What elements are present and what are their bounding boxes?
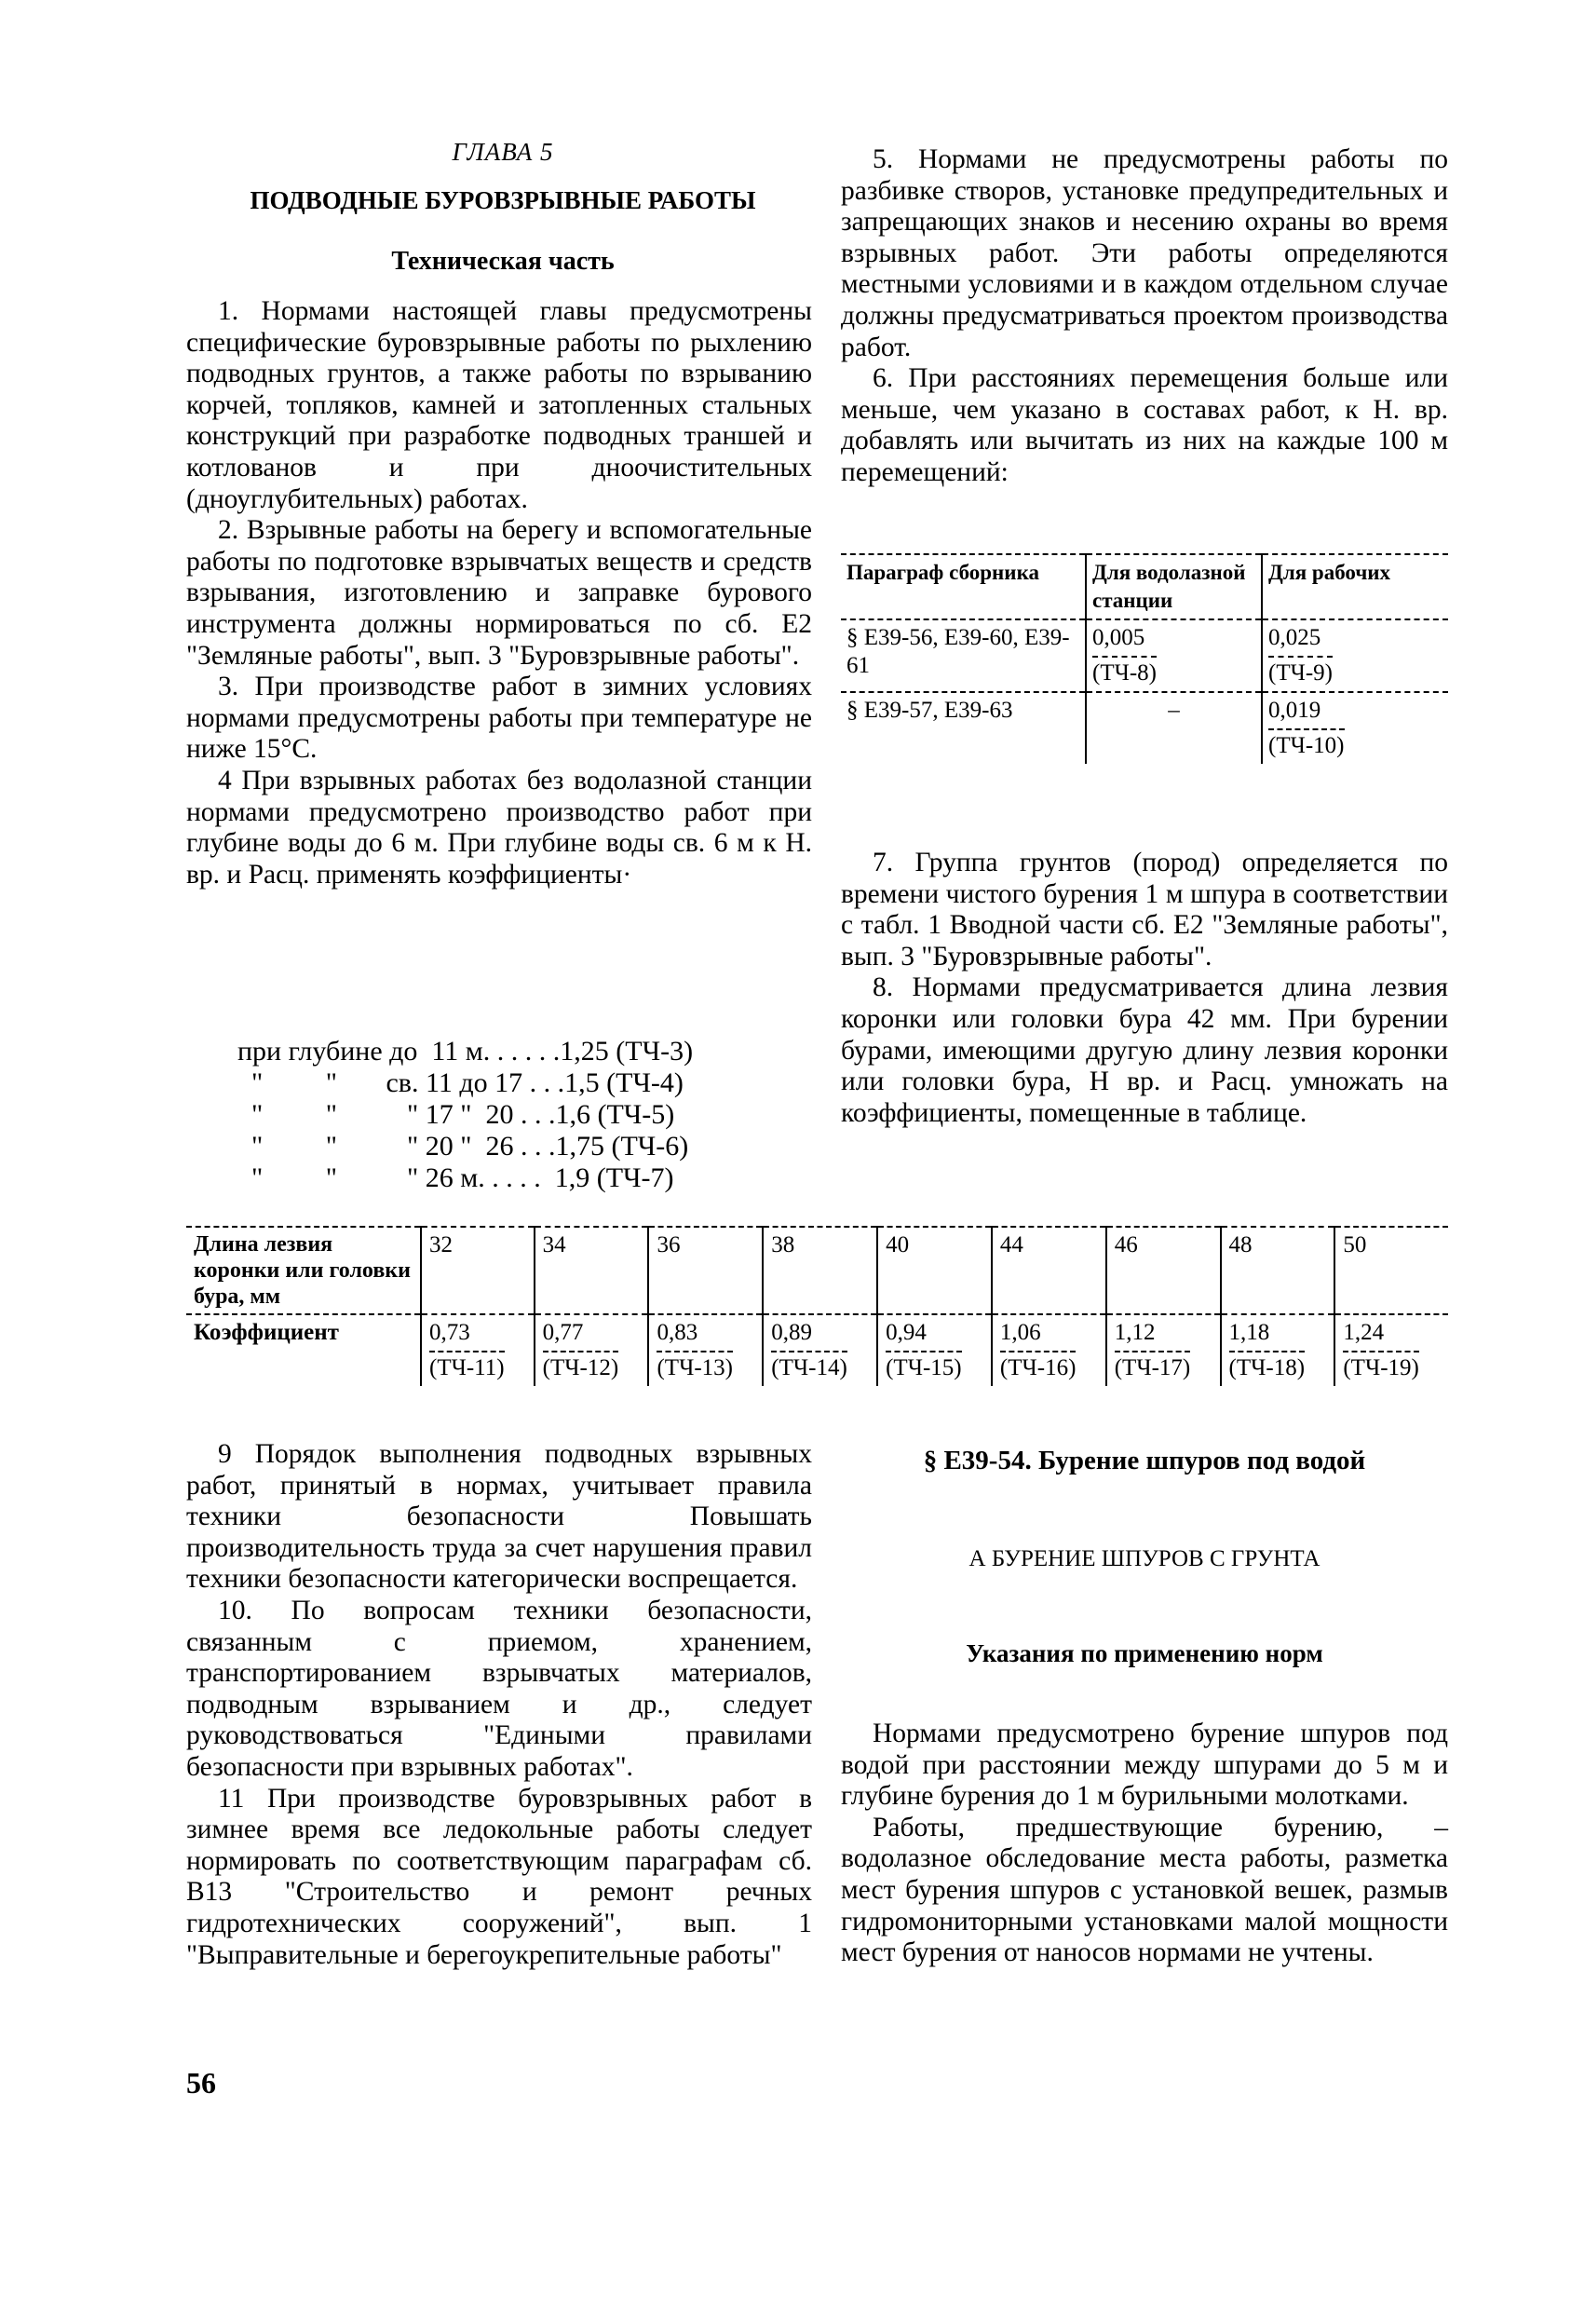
instructions-heading: Указания по применению норм (966, 1639, 1323, 1667)
table1-ref: (ТЧ-8) (1092, 656, 1157, 687)
table2-length-cell: 32 (421, 1227, 535, 1314)
table2-ref: (ТЧ-18) (1229, 1351, 1306, 1382)
left-column-lower (186, 1439, 812, 1971)
paragraph-5: 5. Нормами не предусмотрены работы по разбивке створов, установке предупредительных и запрещающих знаков и несению охраны во время взрывных работ. Эти работы определяются местными условиями и в каждом отдельном случае должны предусматриваться проектом производства работ. (841, 144, 1448, 362)
table2-length-cell: 40 (877, 1227, 992, 1314)
table2-ref: (ТЧ-14) (771, 1351, 847, 1382)
paragraph-norms: Нормами предусмотрено бурение шпуров под водой при расстоянии между шпурами до 5 м и глубине бурения до 1 м бурильными молотками. (841, 1719, 1448, 1812)
table2-length-cell: 38 (763, 1227, 877, 1314)
table1-cell (1086, 619, 1262, 692)
left-column-upper (186, 296, 812, 890)
table2-coef-value: 0,89 (771, 1320, 813, 1345)
table2-coef-cell (1334, 1314, 1448, 1386)
table2-coef-value: 0,73 (429, 1320, 470, 1345)
relocation-table (841, 553, 1448, 764)
table1-cell: § Е39-57, Е39-63 (846, 698, 1013, 723)
table2-coef-value: 0,83 (657, 1320, 698, 1345)
paragraph-6: 6. При расстояниях перемещения больше или меньше, чем указано в составах работ, к Н. вр. добавлять или вычитать из них на каждые 100 м перемещений: (841, 363, 1448, 487)
page-number: 56 (186, 2066, 216, 2100)
paragraph-3: 3. При производстве работ в зимних условиях нормами предусмотрены работы при температуре не ниже 15°С. (186, 672, 812, 765)
table2-coef-cell (648, 1314, 763, 1386)
table1-cell: § Е39-56, Е39-60, Е39-61 (846, 625, 1070, 678)
coef-line: " " св. 11 до 17 . . .1,5 (ТЧ-4) (237, 1067, 684, 1098)
table2-ref: (ТЧ-15) (886, 1351, 962, 1382)
table2-length-cell: 48 (1221, 1227, 1335, 1314)
table1-ref: (ТЧ-10) (1268, 728, 1345, 760)
table2-coef-cell (535, 1314, 649, 1386)
table2-ref: (ТЧ-19) (1343, 1351, 1419, 1382)
paragraph-7: 7. Группа грунтов (пород) определяется по времени чистого бурения 1 м шпура в соответствии с табл. 1 Вводной части сб. Е2 "Земляные работы", вып. 3 "Буровзрывные работы". (841, 848, 1448, 972)
chapter-title: ПОДВОДНЫЕ БУРОВЗРЫВНЫЕ РАБОТЫ (250, 186, 756, 214)
table2-length-cell: 36 (648, 1227, 763, 1314)
table1-header-workers: Для рабочих (1262, 554, 1448, 619)
table2-coef-cell (992, 1314, 1106, 1386)
paragraph-9: 9 Порядок выполнения подводных взрывных работ, принятый в нормах, учитывает правила техники безопасности Повышать производительность труда за счет нарушения правил техники безопасности категорически воспрещается. (186, 1439, 812, 1595)
blade-length-table (186, 1226, 1448, 1386)
paragraph-10: 10. По вопросам техники безопасности, связанным с приемом, хранением, транспортированием взрывчатых материалов, подводным взрыванием и др., следует руководствоваться "Едиными правилами безопасности при взрывных работах". (186, 1595, 812, 1782)
section-subtitle: Техническая часть (391, 247, 615, 276)
table2-length-cell: 46 (1106, 1227, 1221, 1314)
table2-coef-cell (763, 1314, 877, 1386)
table2-coef-cell (877, 1314, 992, 1386)
table2-coef-value: 1,06 (999, 1320, 1041, 1345)
table2-coef-value: 1,12 (1114, 1320, 1156, 1345)
table2-coef-value: 0,77 (542, 1320, 584, 1345)
table2-length-cell: 34 (535, 1227, 649, 1314)
coef-line: " " " 26 м. . . . . 1,9 (ТЧ-7) (237, 1162, 674, 1193)
section-heading: § Е39-54. Бурение шпуров под водой (923, 1446, 1366, 1475)
table1-value: 0,005 (1092, 625, 1145, 650)
paragraph-1: 1. Нормами настоящей главы предусмотрены специфические буровзрывные работы по рыхлению подводных грунтов, а также работы по взрыванию корчей, топляков, камней и затопленных стальных конструкций при разработке подводных траншей и котлованов и при дноочистительных (дноуглубительных) работах. (186, 296, 812, 514)
table2-coef-cell (1221, 1314, 1335, 1386)
table1-cell: – (1086, 692, 1262, 764)
right-column-upper (841, 144, 1448, 489)
table2-ref: (ТЧ-12) (543, 1351, 619, 1382)
table1-value: 0,025 (1268, 625, 1321, 650)
paragraph-preceding-works: Работы, предшествующие бурению, – водолазное обследование места работы, разметка мест бурения шпуров с установкой вешек, размыв гидромониторными установками малой мощности мест бурения от наносов нормами не учтены. (841, 1812, 1448, 1968)
table1-header-diver: Для водолазной станции (1086, 554, 1262, 619)
right-column-middle (841, 848, 1448, 1129)
table2-length-cell: 44 (992, 1227, 1106, 1314)
subsection-heading: А БУРЕНИЕ ШПУРОВ С ГРУНТА (968, 1546, 1320, 1571)
table2-coef-value: 0,94 (886, 1320, 927, 1345)
table2-coef-cell (421, 1314, 535, 1386)
paragraph-8: 8. Нормами предусматривается длина лезвия коронки или головки бура 42 мм. При бурении бурами, имеющими другую длину лезвия коронки или головки бура, Н вр. и Расц. умножать на коэффициенты, помещенные в таблице. (841, 972, 1448, 1128)
table2-ref: (ТЧ-11) (429, 1351, 505, 1382)
table2-length-cell: 50 (1334, 1227, 1448, 1314)
table2-coef-cell (1106, 1314, 1221, 1386)
table1-cell (1262, 692, 1448, 764)
right-column-lower (841, 1719, 1448, 1969)
table2-label-coef: Коэффициент (194, 1320, 339, 1345)
table2-ref: (ТЧ-17) (1115, 1351, 1191, 1382)
coef-line: при глубине до 11 м. . . . . .1,25 (ТЧ-3) (237, 1036, 694, 1067)
table1-ref: (ТЧ-9) (1268, 656, 1333, 687)
table2-label-length: Длина лезвия коронки или головки бура, мм (194, 1232, 411, 1309)
depth-coefficient-list (237, 1036, 693, 1194)
table2-ref: (ТЧ-16) (1000, 1351, 1077, 1382)
table1-cell (1262, 619, 1448, 692)
table2-coef-value: 1,24 (1343, 1320, 1385, 1345)
paragraph-2: 2. Взрывные работы на берегу и вспомогательные работы по подготовке взрывчатых веществ и средств взрывания, изготовлению и заправке бурового инструмента должны нормироваться по сб. Е2 "Земляные работы", вып. 3 "Буровзрывные работы". (186, 515, 812, 671)
table1-header-paragraph: Параграф сборника (846, 561, 1039, 584)
chapter-label: ГЛАВА 5 (452, 138, 554, 166)
coef-line: " " " 20 " 26 . . .1,75 (ТЧ-6) (237, 1131, 689, 1162)
coef-line: " " " 17 " 20 . . .1,6 (ТЧ-5) (237, 1099, 675, 1130)
paragraph-11: 11 При производстве буровзрывных работ в зимнее время все ледокольные работы следует нормировать по соответствующим параграфам сб. В13 "Строительство и ремонт речных гидротехнических сооружений", вып. 1 "Выправительные и берегоукрепительные работы" (186, 1783, 812, 1970)
table2-coef-value: 1,18 (1228, 1320, 1270, 1345)
table1-value: 0,019 (1268, 698, 1321, 723)
table2-ref: (ТЧ-13) (657, 1351, 733, 1382)
paragraph-4: 4 При взрывных работах без водолазной станции нормами предусмотрено производство работ при глубине воды до 6 м. При глубине воды св. 6 м к Н. вр. и Расц. применять коэффициенты· (186, 765, 812, 890)
